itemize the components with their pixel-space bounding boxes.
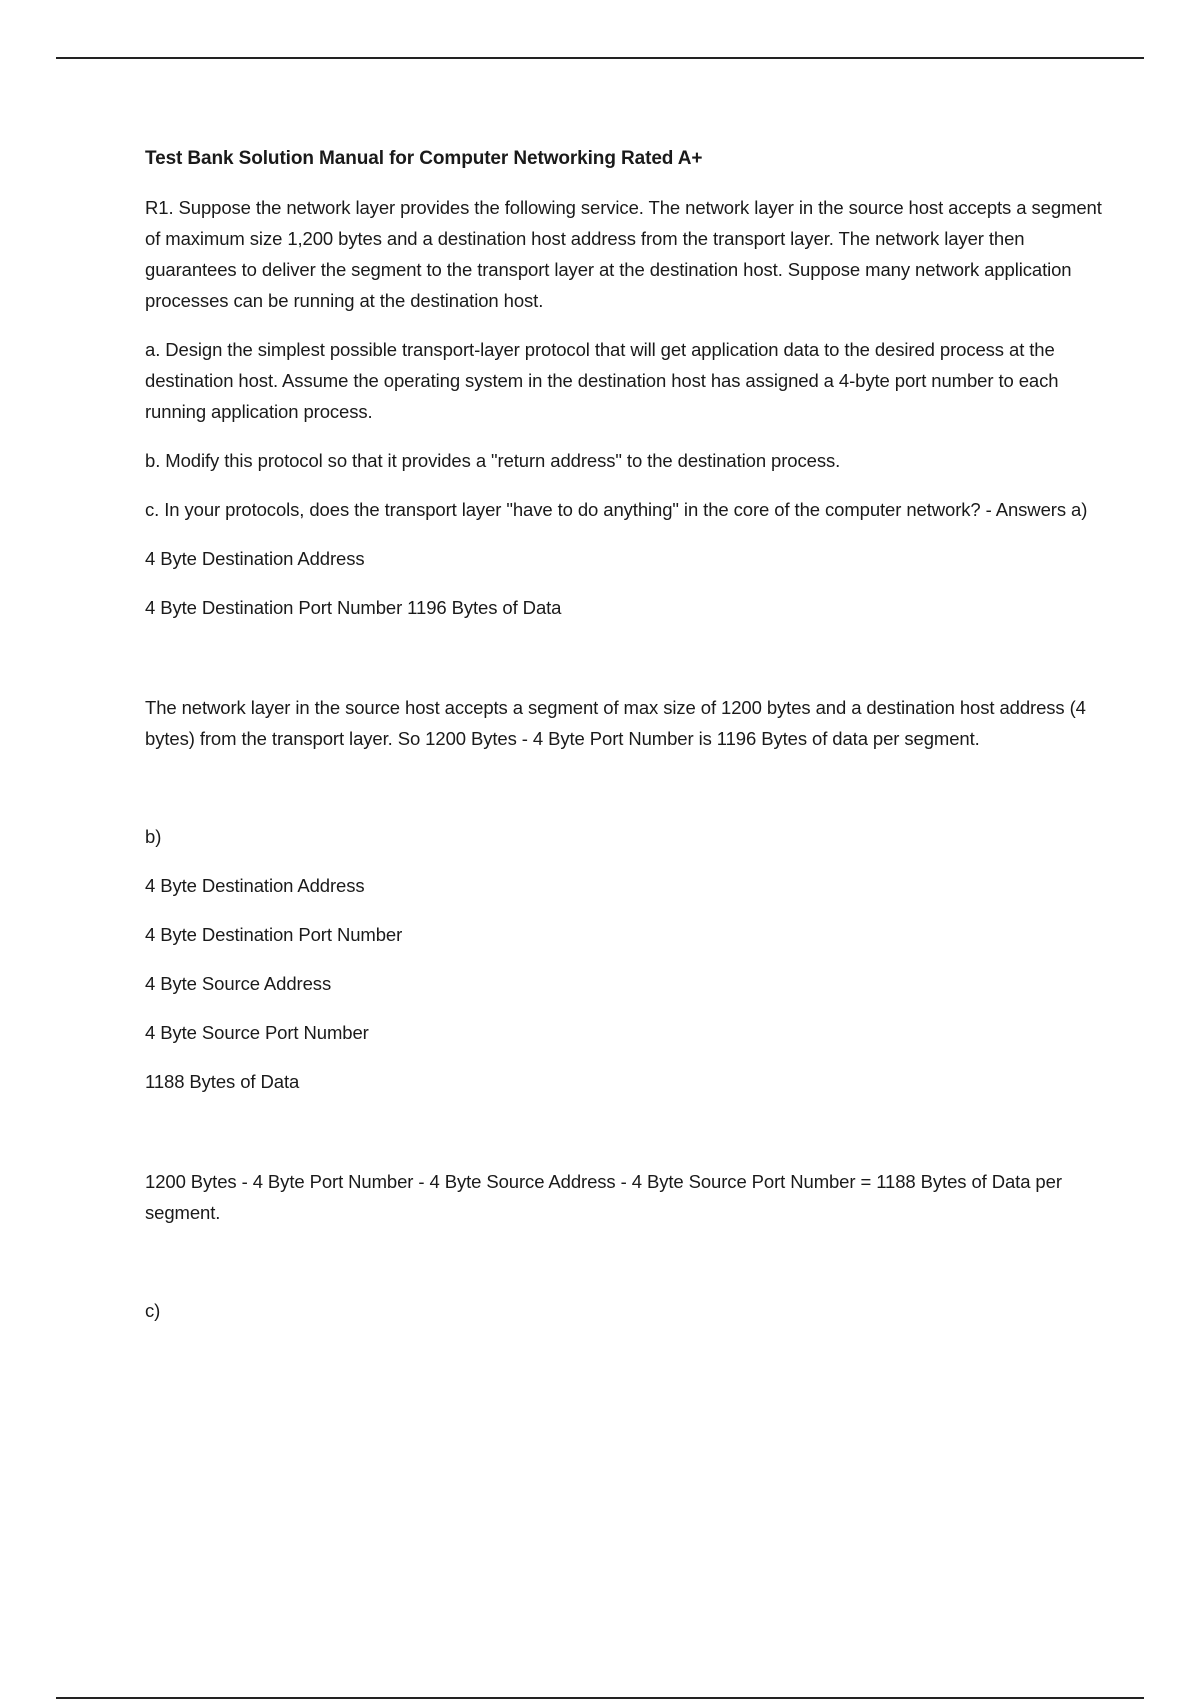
answer-a-line-1: 4 Byte Destination Address bbox=[145, 548, 365, 569]
answer-c-label: c) bbox=[145, 1300, 161, 1321]
question-r1: R1. Suppose the network layer provides the following service. The network layer in the source host accepts a segment of maximum size 1,200 bytes and a destination host address from the transport layer. The network layer then guarantees to deliver the segment to the transport layer at the destination host. Suppose many network application processes can be running at the destination host. bbox=[145, 197, 1102, 311]
top-divider bbox=[56, 57, 1144, 59]
document-title: Test Bank Solution Manual for Computer Networking Rated A+ bbox=[145, 148, 703, 169]
spacer bbox=[145, 1246, 1105, 1295]
answer-a-line-2: 4 Byte Destination Port Number 1196 Bytes of Data bbox=[145, 597, 562, 618]
bottom-divider bbox=[56, 1697, 1144, 1699]
question-part-b: b. Modify this protocol so that it provides a "return address" to the destination process. bbox=[145, 450, 841, 471]
spacer bbox=[145, 1115, 1105, 1166]
question-part-c: c. In your protocols, does the transport layer "have to do anything" in the core of the computer network? - Answers a) bbox=[145, 499, 1088, 520]
answer-b-explanation: 1200 Bytes - 4 Byte Port Number - 4 Byte Source Address - 4 Byte Source Port Number = 1188 Bytes of Data per segment. bbox=[145, 1171, 1062, 1223]
question-part-a: a. Design the simplest possible transport-layer protocol that will get application data to the desired process at the destination host. Assume the operating system in the destination host has assigned a 4-byte port number to each running application process. bbox=[145, 339, 1059, 422]
answer-b-line-5: 1188 Bytes of Data bbox=[145, 1071, 300, 1092]
answer-a-explanation: The network layer in the source host accepts a segment of max size of 1200 bytes and a destination host address (4 bytes) from the transport layer. So 1200 Bytes - 4 Byte Port Number is 1196 Bytes of data per segment. bbox=[145, 697, 1086, 749]
answer-b-label: b) bbox=[145, 826, 162, 847]
page-content bbox=[145, 144, 1105, 1344]
answer-b-line-1: 4 Byte Destination Address bbox=[145, 875, 365, 896]
spacer bbox=[145, 641, 1105, 692]
answer-b-line-4: 4 Byte Source Port Number bbox=[145, 1022, 369, 1043]
spacer bbox=[145, 772, 1105, 821]
answer-b-line-2: 4 Byte Destination Port Number bbox=[145, 924, 403, 945]
answer-b-line-3: 4 Byte Source Address bbox=[145, 973, 332, 994]
